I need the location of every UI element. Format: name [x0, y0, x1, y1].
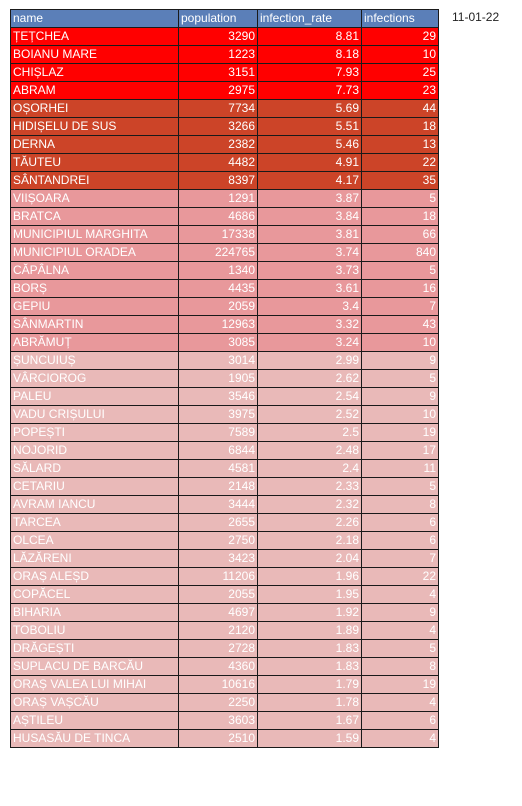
cell-population[interactable]: 1291: [179, 190, 258, 208]
cell-infection-rate[interactable]: 2.32: [258, 496, 362, 514]
cell-infections[interactable]: 6: [362, 712, 439, 730]
table-row: [11, 244, 439, 262]
cell-infection-rate[interactable]: 7.73: [258, 82, 362, 100]
cell-infection-rate[interactable]: 1.83: [258, 640, 362, 658]
table-row: [11, 370, 439, 388]
cell-name[interactable]: ABRĂMUȚ: [11, 334, 179, 352]
table-row: [11, 694, 439, 712]
cell-infections[interactable]: 7: [362, 550, 439, 568]
cell-infection-rate[interactable]: 1.79: [258, 676, 362, 694]
cell-population[interactable]: 8397: [179, 172, 258, 190]
table-row: [11, 658, 439, 676]
cell-infection-rate[interactable]: 1.95: [258, 586, 362, 604]
cell-infections[interactable]: 4: [362, 730, 439, 748]
column-header-infections[interactable]: infections: [362, 10, 439, 28]
table-row: [11, 676, 439, 694]
cell-infections[interactable]: 10: [362, 46, 439, 64]
cell-name[interactable]: OȘORHEI: [11, 100, 179, 118]
cell-name[interactable]: VIIȘOARA: [11, 190, 179, 208]
table-row: [11, 388, 439, 406]
cell-name[interactable]: HUSASĂU DE TINCA: [11, 730, 179, 748]
cell-infections[interactable]: 9: [362, 352, 439, 370]
cell-population[interactable]: 1905: [179, 370, 258, 388]
table-row: [11, 730, 439, 748]
cell-name[interactable]: ORAȘ ALEȘD: [11, 568, 179, 586]
cell-infections[interactable]: 10: [362, 406, 439, 424]
table-row: [11, 640, 439, 658]
table-row: [11, 226, 439, 244]
cell-infections[interactable]: 4: [362, 622, 439, 640]
table-row: [11, 100, 439, 118]
table-row: [11, 64, 439, 82]
table-row: [11, 334, 439, 352]
cell-population[interactable]: 10616: [179, 676, 258, 694]
table-row: [11, 712, 439, 730]
cell-infections[interactable]: 9: [362, 604, 439, 622]
cell-name[interactable]: NOJORID: [11, 442, 179, 460]
cell-infections[interactable]: 44: [362, 100, 439, 118]
cell-infection-rate[interactable]: 4.91: [258, 154, 362, 172]
cell-population[interactable]: 3151: [179, 64, 258, 82]
cell-name[interactable]: DERNA: [11, 136, 179, 154]
table-row: [11, 406, 439, 424]
cell-infection-rate[interactable]: 1.92: [258, 604, 362, 622]
table-row: [11, 496, 439, 514]
cell-infection-rate[interactable]: 2.5: [258, 424, 362, 442]
cell-name[interactable]: SÂNMARTIN: [11, 316, 179, 334]
cell-population[interactable]: 2120: [179, 622, 258, 640]
cell-name[interactable]: ȚEȚCHEA: [11, 28, 179, 46]
cell-infections[interactable]: 5: [362, 190, 439, 208]
cell-population[interactable]: 4686: [179, 208, 258, 226]
table-row: [11, 550, 439, 568]
cell-infection-rate[interactable]: 8.81: [258, 28, 362, 46]
cell-infections[interactable]: 4: [362, 586, 439, 604]
column-header-infection-rate[interactable]: infection_rate: [258, 10, 362, 28]
cell-population[interactable]: 2148: [179, 478, 258, 496]
infection-table: [10, 9, 439, 748]
cell-population[interactable]: 3546: [179, 388, 258, 406]
table-row: [11, 136, 439, 154]
cell-infection-rate[interactable]: 4.17: [258, 172, 362, 190]
cell-population[interactable]: 3085: [179, 334, 258, 352]
report-date: 11-01-22: [452, 10, 500, 24]
cell-name[interactable]: SĂLARD: [11, 460, 179, 478]
cell-infection-rate[interactable]: 8.18: [258, 46, 362, 64]
cell-name[interactable]: HIDIȘELU DE SUS: [11, 118, 179, 136]
cell-name[interactable]: ORAȘ VAȘCĂU: [11, 694, 179, 712]
cell-population[interactable]: 4697: [179, 604, 258, 622]
cell-population[interactable]: 4482: [179, 154, 258, 172]
cell-population[interactable]: 1223: [179, 46, 258, 64]
cell-name[interactable]: CETARIU: [11, 478, 179, 496]
cell-infections[interactable]: 19: [362, 424, 439, 442]
cell-population[interactable]: 3266: [179, 118, 258, 136]
cell-name[interactable]: CĂPÂLNA: [11, 262, 179, 280]
cell-infection-rate[interactable]: 3.4: [258, 298, 362, 316]
cell-infection-rate[interactable]: 2.62: [258, 370, 362, 388]
cell-infections[interactable]: 13: [362, 136, 439, 154]
table-row: [11, 280, 439, 298]
table-row: [11, 154, 439, 172]
cell-infection-rate[interactable]: 2.4: [258, 460, 362, 478]
cell-infections[interactable]: 16: [362, 280, 439, 298]
cell-population[interactable]: 3014: [179, 352, 258, 370]
table-row: [11, 604, 439, 622]
cell-name[interactable]: AVRAM IANCU: [11, 496, 179, 514]
cell-infection-rate[interactable]: 2.26: [258, 514, 362, 532]
cell-population[interactable]: 6844: [179, 442, 258, 460]
cell-name[interactable]: MUNICIPIUL MARGHITA: [11, 226, 179, 244]
table-row: [11, 460, 439, 478]
cell-infection-rate[interactable]: 3.81: [258, 226, 362, 244]
table-row: [11, 28, 439, 46]
cell-name[interactable]: DRĂGEȘTI: [11, 640, 179, 658]
cell-name[interactable]: CHIȘLAZ: [11, 64, 179, 82]
cell-population[interactable]: 2655: [179, 514, 258, 532]
cell-infection-rate[interactable]: 5.51: [258, 118, 362, 136]
cell-infection-rate[interactable]: 7.93: [258, 64, 362, 82]
cell-name[interactable]: VADU CRIȘULUI: [11, 406, 179, 424]
table-row: [11, 172, 439, 190]
cell-infection-rate[interactable]: 2.33: [258, 478, 362, 496]
cell-population[interactable]: 3603: [179, 712, 258, 730]
cell-infection-rate[interactable]: 1.59: [258, 730, 362, 748]
cell-population[interactable]: 11206: [179, 568, 258, 586]
cell-name[interactable]: TĂUTEU: [11, 154, 179, 172]
cell-population[interactable]: 2059: [179, 298, 258, 316]
cell-infection-rate[interactable]: 3.32: [258, 316, 362, 334]
cell-population[interactable]: 2055: [179, 586, 258, 604]
cell-infections[interactable]: 22: [362, 154, 439, 172]
cell-name[interactable]: ABRAM: [11, 82, 179, 100]
cell-population[interactable]: 2750: [179, 532, 258, 550]
cell-population[interactable]: 224765: [179, 244, 258, 262]
table-row: [11, 316, 439, 334]
cell-infections[interactable]: 18: [362, 118, 439, 136]
header-row: [11, 10, 439, 28]
cell-infections[interactable]: 22: [362, 568, 439, 586]
table-row: [11, 442, 439, 460]
table-row: [11, 514, 439, 532]
cell-infections[interactable]: 5: [362, 640, 439, 658]
table-row: [11, 532, 439, 550]
cell-infections[interactable]: 5: [362, 262, 439, 280]
cell-infections[interactable]: 43: [362, 316, 439, 334]
cell-population[interactable]: 2510: [179, 730, 258, 748]
cell-name[interactable]: TOBOLIU: [11, 622, 179, 640]
cell-infection-rate[interactable]: 2.18: [258, 532, 362, 550]
cell-name[interactable]: BOIANU MARE: [11, 46, 179, 64]
cell-infection-rate[interactable]: 3.87: [258, 190, 362, 208]
cell-name[interactable]: OLCEA: [11, 532, 179, 550]
cell-infection-rate[interactable]: 2.99: [258, 352, 362, 370]
cell-infections[interactable]: 66: [362, 226, 439, 244]
cell-infection-rate[interactable]: 3.74: [258, 244, 362, 262]
cell-population[interactable]: 2382: [179, 136, 258, 154]
cell-population[interactable]: 4581: [179, 460, 258, 478]
cell-population[interactable]: 2728: [179, 640, 258, 658]
cell-infections[interactable]: 5: [362, 478, 439, 496]
cell-population[interactable]: 4360: [179, 658, 258, 676]
cell-infections[interactable]: 840: [362, 244, 439, 262]
cell-infections[interactable]: 6: [362, 532, 439, 550]
cell-name[interactable]: AȘTILEU: [11, 712, 179, 730]
cell-name[interactable]: ȘUNCUIUȘ: [11, 352, 179, 370]
cell-population[interactable]: 3975: [179, 406, 258, 424]
cell-population[interactable]: 7734: [179, 100, 258, 118]
cell-infection-rate[interactable]: 1.67: [258, 712, 362, 730]
table-row: [11, 46, 439, 64]
cell-infections[interactable]: 18: [362, 208, 439, 226]
column-header-population[interactable]: population: [179, 10, 258, 28]
table-row: [11, 208, 439, 226]
cell-infections[interactable]: 8: [362, 658, 439, 676]
table-row: [11, 262, 439, 280]
cell-infection-rate[interactable]: 1.96: [258, 568, 362, 586]
cell-infection-rate[interactable]: 1.89: [258, 622, 362, 640]
cell-population[interactable]: 7589: [179, 424, 258, 442]
table-row: [11, 424, 439, 442]
table-row: [11, 568, 439, 586]
table-row: [11, 622, 439, 640]
cell-infection-rate[interactable]: 2.04: [258, 550, 362, 568]
cell-name[interactable]: BRATCA: [11, 208, 179, 226]
cell-infections[interactable]: 4: [362, 694, 439, 712]
table-row: [11, 478, 439, 496]
cell-population[interactable]: 1340: [179, 262, 258, 280]
cell-name[interactable]: ORAȘ VALEA LUI MIHAI: [11, 676, 179, 694]
table-row: [11, 190, 439, 208]
cell-population[interactable]: 3423: [179, 550, 258, 568]
cell-name[interactable]: MUNICIPIUL ORADEA: [11, 244, 179, 262]
cell-population[interactable]: 3444: [179, 496, 258, 514]
cell-name[interactable]: BIHARIA: [11, 604, 179, 622]
cell-infection-rate[interactable]: 1.83: [258, 658, 362, 676]
cell-population[interactable]: 17338: [179, 226, 258, 244]
cell-infections[interactable]: 25: [362, 64, 439, 82]
cell-name[interactable]: LĂZĂRENI: [11, 550, 179, 568]
cell-infection-rate[interactable]: 3.61: [258, 280, 362, 298]
cell-infections[interactable]: 6: [362, 514, 439, 532]
cell-population[interactable]: 3290: [179, 28, 258, 46]
cell-infection-rate[interactable]: 2.48: [258, 442, 362, 460]
cell-infections[interactable]: 5: [362, 370, 439, 388]
cell-infection-rate[interactable]: 3.84: [258, 208, 362, 226]
cell-infections[interactable]: 17: [362, 442, 439, 460]
cell-infections[interactable]: 9: [362, 388, 439, 406]
cell-population[interactable]: 2975: [179, 82, 258, 100]
table-row: [11, 118, 439, 136]
cell-infections[interactable]: 29: [362, 28, 439, 46]
cell-name[interactable]: SUPLACU DE BARCĂU: [11, 658, 179, 676]
cell-name[interactable]: BORȘ: [11, 280, 179, 298]
cell-infection-rate[interactable]: 5.46: [258, 136, 362, 154]
cell-infections[interactable]: 7: [362, 298, 439, 316]
table-row: [11, 298, 439, 316]
column-header-name[interactable]: name: [11, 10, 179, 28]
cell-population[interactable]: 4435: [179, 280, 258, 298]
cell-infection-rate[interactable]: 2.54: [258, 388, 362, 406]
cell-infection-rate[interactable]: 1.78: [258, 694, 362, 712]
cell-infection-rate[interactable]: 3.73: [258, 262, 362, 280]
table-row: [11, 586, 439, 604]
cell-name[interactable]: VÂRCIOROG: [11, 370, 179, 388]
cell-infections[interactable]: 19: [362, 676, 439, 694]
table-row: [11, 352, 439, 370]
table-row: [11, 82, 439, 100]
cell-infection-rate[interactable]: 5.69: [258, 100, 362, 118]
cell-infection-rate[interactable]: 2.52: [258, 406, 362, 424]
cell-name[interactable]: TARCEA: [11, 514, 179, 532]
cell-infections[interactable]: 23: [362, 82, 439, 100]
cell-population[interactable]: 2250: [179, 694, 258, 712]
cell-population[interactable]: 12963: [179, 316, 258, 334]
cell-name[interactable]: SÂNTANDREI: [11, 172, 179, 190]
cell-infections[interactable]: 35: [362, 172, 439, 190]
cell-name[interactable]: PALEU: [11, 388, 179, 406]
cell-infections[interactable]: 10: [362, 334, 439, 352]
cell-infection-rate[interactable]: 3.24: [258, 334, 362, 352]
cell-infections[interactable]: 11: [362, 460, 439, 478]
cell-name[interactable]: POPEȘTI: [11, 424, 179, 442]
cell-name[interactable]: COPĂCEL: [11, 586, 179, 604]
cell-infections[interactable]: 8: [362, 496, 439, 514]
cell-name[interactable]: GEPIU: [11, 298, 179, 316]
